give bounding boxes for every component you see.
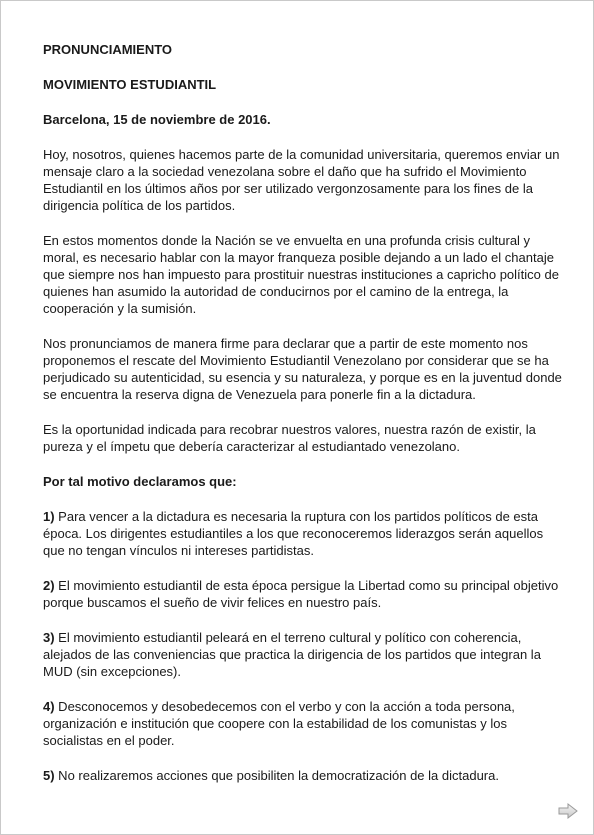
- declaration-point: [43, 508, 563, 559]
- declaration-heading: Por tal motivo declaramos que:: [43, 474, 237, 489]
- arrow-right-icon[interactable]: [557, 802, 579, 820]
- point-text: Desconocemos y desobedecemos con el verbo y con la acción a toda persona, organización e institución que coopere con la estabilidad de los comunistas y los socialistas en el poder.: [43, 699, 515, 748]
- document-content: [43, 41, 563, 802]
- paragraph: Nos pronunciamos de manera firme para declarar que a partir de este momento nos proponemos el rescate del Movimiento Estudiantil Venezolano por considerar que se ha perjudicado su autenticidad, su esencia y su naturaleza, y porque es en la juventud donde se encuentra la reserva digna de Venezuela para ponerle fin a la dictadura.: [43, 336, 562, 402]
- paragraph: En estos momentos donde la Nación se ve envuelta en una profunda crisis cultural y moral, es necesario hablar con la mayor franqueza posible dejando a un lado el chantaje que siempre nos han impuesto para prostituir nuestras instituciones a capricho político de quienes han asumido la autoridad de conducirnos por el camino de la entrega, la cooperación y la sumisión.: [43, 233, 559, 316]
- point-text: El movimiento estudiantil peleará en el terreno cultural y político con coherencia, alejados de las conveniencias que practica la dirigencia de los partidos que integran la MUD (sin excepciones).: [43, 630, 541, 679]
- point-text: El movimiento estudiantil de esta época persigue la Libertad como su principal objetivo porque buscamos el sueño de vivir felices en nuestro país.: [43, 578, 559, 610]
- declaration-point: [43, 767, 563, 784]
- document-title: PRONUNCIAMIENTO: [43, 42, 173, 57]
- paragraph: Hoy, nosotros, quienes hacemos parte de la comunidad universitaria, queremos enviar un mensaje claro a la sociedad venezolana sobre el daño que ha sufrido el Movimiento Estudiantil en los últimos años por ser utilizado vergonzosamente para los fines de la dirigencia política de los partidos.: [43, 147, 560, 213]
- point-number: 5): [43, 768, 55, 783]
- place-date: Barcelona, 15 de noviembre de 2016.: [43, 112, 271, 127]
- point-text: No realizaremos acciones que posibiliten la democratización de la dictadura.: [54, 768, 499, 783]
- declaration-point: [43, 629, 563, 680]
- declaration-point: [43, 698, 563, 749]
- paragraph: Es la oportunidad indicada para recobrar nuestros valores, nuestra razón de existir, la pureza y el ímpetu que debería caracterizar al estudiantado venezolano.: [43, 422, 536, 454]
- point-number: 3): [43, 630, 55, 645]
- document-subtitle: MOVIMIENTO ESTUDIANTIL: [43, 77, 217, 92]
- point-number: 1): [43, 509, 55, 524]
- point-number: 4): [43, 699, 55, 714]
- point-number: 2): [43, 578, 55, 593]
- point-text: Para vencer a la dictadura es necesaria la ruptura con los partidos políticos de esta época. Los dirigentes estudiantiles a los que reconoceremos liderazgos serán aquellos que no tengan vínculos ni intereses partidistas.: [43, 509, 544, 558]
- declaration-point: [43, 577, 563, 611]
